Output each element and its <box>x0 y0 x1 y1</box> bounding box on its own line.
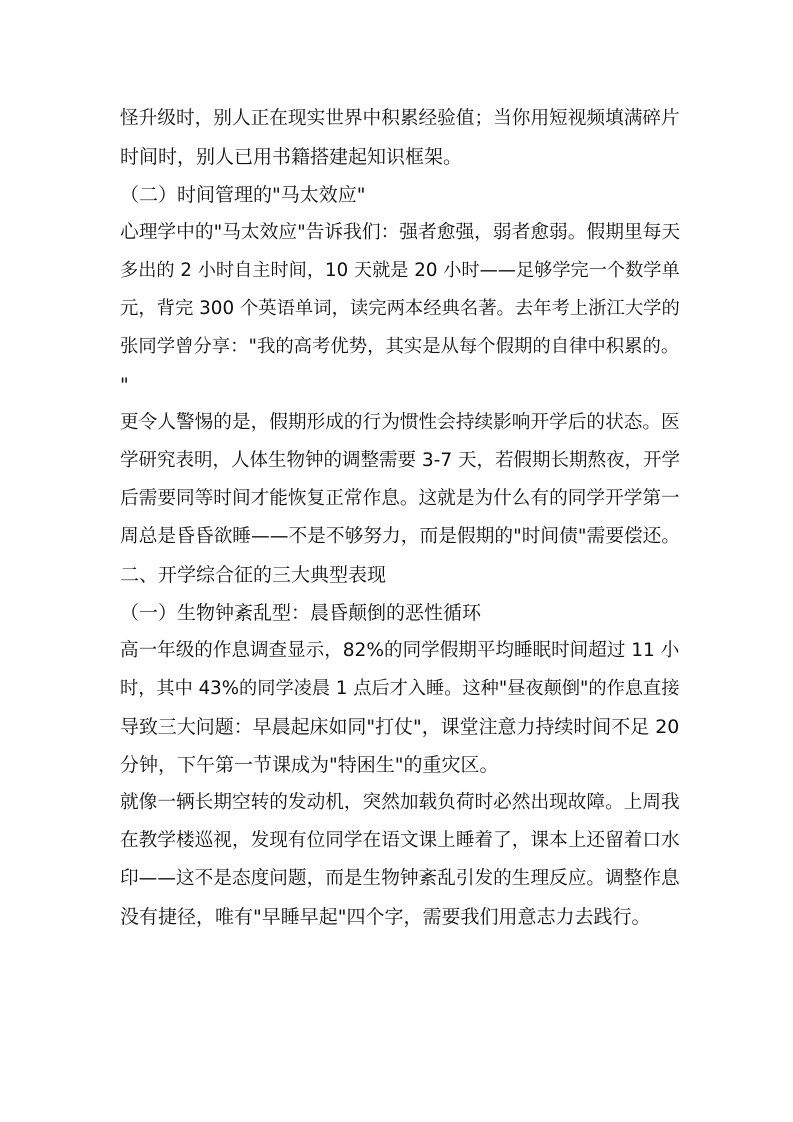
text-line: 多出的 2 小时自主时间，10 天就是 20 小时——足够学完一个数学单 <box>120 260 680 281</box>
paragraph <box>120 100 680 176</box>
text-line: 就像一辆长期空转的发动机，突然加载负荷时必然出现故障。上周我 <box>120 792 680 813</box>
subsection-heading: （二）时间管理的"马太效应" <box>120 184 366 206</box>
text-line: 后需要同等时间才能恢复正常作息。这就是为什么有的同学开学第一 <box>120 488 680 509</box>
paragraph <box>120 404 680 556</box>
paragraph <box>120 214 680 404</box>
text-line: 分钟，下午第一节课成为"特困生"的重灾区。 <box>120 754 499 776</box>
paragraph <box>120 784 680 936</box>
text-line: 元，背完 300 个英语单词，读完两本经典名著。去年考上浙江大学的 <box>120 298 680 319</box>
text-line: 高一年级的作息调查显示，82%的同学假期平均睡眠时间超过 11 小 <box>120 640 680 661</box>
paragraph <box>120 632 680 784</box>
text-line: 更令人警惕的是，假期形成的行为惯性会持续影响开学后的状态。医 <box>120 412 680 433</box>
text-line: 没有捷径，唯有"早睡早起"四个字，需要我们用意志力去践行。 <box>120 906 651 928</box>
subsection-heading: （一）生物钟紊乱型：晨昏颠倒的恶性循环 <box>120 602 482 624</box>
text-line: 导致三大问题：早晨起床如同"打仗"，课堂注意力持续时间不足 20 <box>120 716 680 738</box>
text-line: 印——这不是态度问题，而是生物钟紊乱引发的生理反应。调整作息 <box>120 868 680 889</box>
text-line: 张同学曾分享："我的高考优势，其实是从每个假期的自律中积累的。 <box>120 336 680 357</box>
text-line: 时，其中 43%的同学凌晨 1 点后才入睡。这种"昼夜颠倒"的作息直接 <box>120 678 680 699</box>
text-line: " <box>120 374 129 396</box>
section-heading: 二、开学综合征的三大典型表现 <box>120 564 387 586</box>
text-line: 怪升级时，别人正在现实世界中积累经验值；当你用短视频填满碎片 <box>120 108 680 129</box>
text-line: 在教学楼巡视，发现有位同学在语文课上睡着了，课本上还留着口水 <box>120 830 680 851</box>
text-line: 时间时，别人已用书籍搭建起知识框架。 <box>120 146 463 168</box>
text-line: 心理学中的"马太效应"告诉我们：强者愈强，弱者愈弱。假期里每天 <box>120 222 681 243</box>
document-body <box>120 100 680 936</box>
text-line: 周总是昏昏欲睡——不是不够努力，而是假期的"时间债"需要偿还。 <box>120 526 681 547</box>
text-line: 学研究表明，人体生物钟的调整需要 3-7 天，若假期长期熬夜，开学 <box>120 450 680 471</box>
